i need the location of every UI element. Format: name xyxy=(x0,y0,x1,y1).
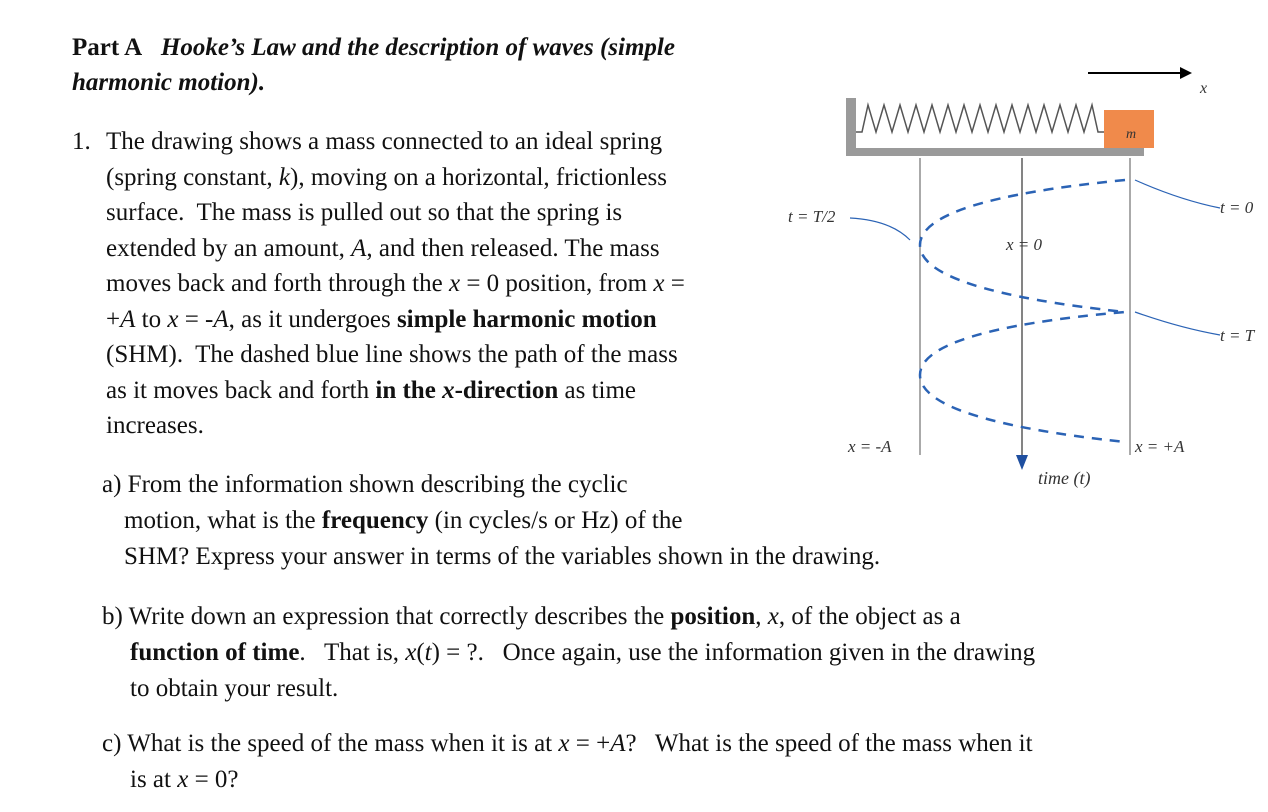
label-x-plus-a: x = +A xyxy=(1135,437,1185,456)
part-a-question: a) From the information shown describing the cyclic motion, what is the frequency (in cycles/s or Hz) of the SHM? Express your answer in terms of the variables shown in the drawing. xyxy=(102,471,881,570)
label-time: time (t) xyxy=(1038,468,1091,488)
spring xyxy=(856,105,1106,132)
question-1-number: 1. xyxy=(72,128,91,155)
x-axis-arrowhead xyxy=(1180,67,1192,79)
part-c-question: c) What is the speed of the mass when it is at x = +A? What is the speed of the mass when it is at x = 0? xyxy=(102,730,1033,793)
label-x-zero: x = 0 xyxy=(1006,235,1043,254)
pointer-t-zero xyxy=(1135,180,1220,208)
pointer-t-period xyxy=(1135,312,1220,335)
label-x-minus-a: x = -A xyxy=(848,437,892,456)
label-t-period: t = T xyxy=(1220,326,1255,345)
time-arrow-icon xyxy=(1016,455,1028,470)
title-line-1: Hooke’s Law and the description of waves (simple xyxy=(160,34,675,61)
x-axis-label: x xyxy=(1200,80,1208,97)
title-line-2: harmonic motion). xyxy=(72,69,266,96)
wall xyxy=(846,98,856,152)
part-a-title xyxy=(72,30,832,100)
mass-label: m xyxy=(1126,127,1137,142)
label-t-half: t = T/2 xyxy=(788,207,836,226)
question-1-text: The drawing shows a mass connected to an ideal spring (spring constant, k), moving on a horizontal, frictionless surface. The mass is pulled out so that the spring is extended by an amount, A, and then released. The mass moves back and forth through the x = 0 position, from x = +A to x = -A, as it undergoes simple harmonic motion (SHM). The dashed blue line shows the path of the mass as it moves back and forth in the x-direction as time increases. xyxy=(106,128,685,439)
label-t-zero: t = 0 xyxy=(1220,198,1254,217)
part-b-question: b) Write down an expression that correctly describes the position, x, of the object as a function of time. That is, x(t) = ?. Once again, use the information given in the drawing to obtain your result. xyxy=(102,603,1036,702)
pointer-t-half xyxy=(850,218,910,240)
shm-diagram xyxy=(780,60,1255,500)
floor xyxy=(846,148,1144,156)
part-label: Part A xyxy=(72,34,143,61)
